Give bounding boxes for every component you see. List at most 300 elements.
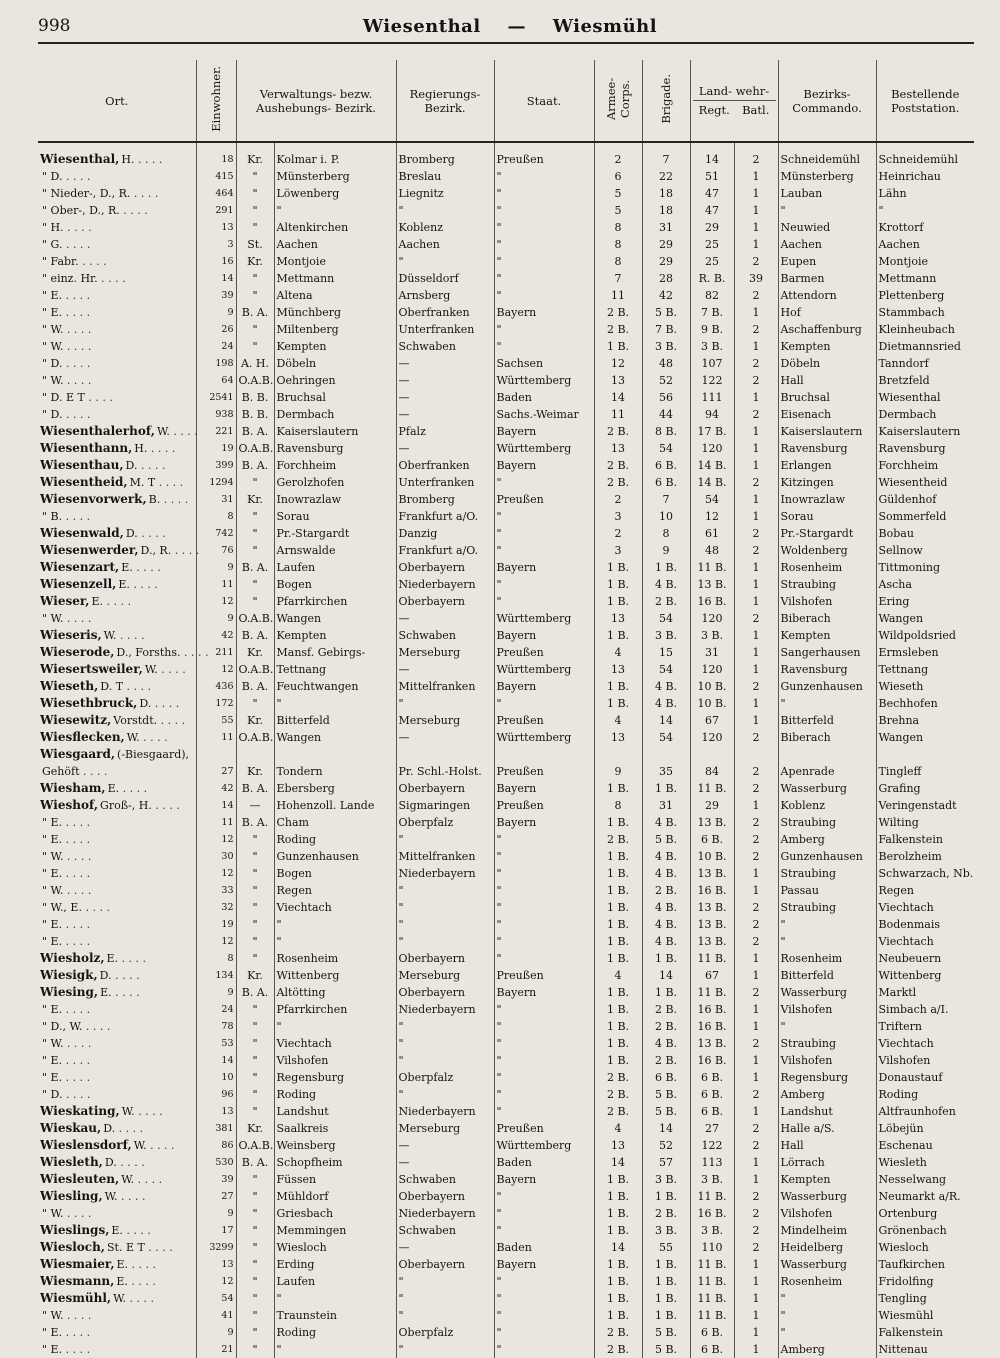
- cell-verwaltung-type: Kr.: [236, 763, 274, 780]
- cell-ort: " D., W. . . . .: [42, 1020, 111, 1033]
- cell-regierungs-bezirk: Koblenz: [396, 219, 494, 236]
- cell-regierungs-bezirk: ": [396, 1341, 494, 1358]
- cell-einwohner: 76: [196, 542, 236, 559]
- table-row: [38, 1273, 974, 1290]
- cell-einwohner: 31: [196, 491, 236, 508]
- cell-ort: Wiesertsweiler, W. . . . .: [40, 662, 186, 676]
- cell-brigade: 1 B.: [642, 1188, 690, 1205]
- cell-verwaltung-type: B. A.: [236, 1154, 274, 1171]
- cell-landwehr-batl: 39: [734, 270, 778, 287]
- cell-armee-corps: 1 B.: [594, 1222, 642, 1239]
- cell-aushebungs-bezirk: Kaiserslautern: [274, 423, 396, 440]
- cell-einwohner: 64: [196, 372, 236, 389]
- cell-einwohner: 9: [196, 984, 236, 1001]
- cell-staat: ": [494, 899, 594, 916]
- cell-bezirks-commando: Rosenheim: [778, 950, 876, 967]
- cell-einwohner: 41: [196, 1307, 236, 1324]
- cell-staat: ": [494, 831, 594, 848]
- cell-regierungs-bezirk: Merseburg: [396, 1120, 494, 1137]
- cell-landwehr-regt: 16 B.: [690, 1001, 734, 1018]
- cell-aushebungs-bezirk: Wangen: [274, 610, 396, 627]
- cell-poststation: Löbejün: [876, 1120, 974, 1137]
- cell-armee-corps: 1 B.: [594, 848, 642, 865]
- cell-poststation: Viechtach: [876, 933, 974, 950]
- cell-aushebungs-bezirk: Kolmar i. P.: [274, 142, 396, 168]
- cell-aushebungs-bezirk: Ebersberg: [274, 780, 396, 797]
- cell-landwehr-regt: 11 B.: [690, 1290, 734, 1307]
- cell-staat: ": [494, 474, 594, 491]
- cell-landwehr-regt: 47: [690, 202, 734, 219]
- place-type: " E.: [42, 306, 63, 319]
- cell-regierungs-bezirk: Oberbayern: [396, 950, 494, 967]
- cell-ort: Wieseris, W. . . . .: [40, 628, 145, 642]
- table-row: [38, 797, 974, 814]
- cell-regierungs-bezirk: Schwaben: [396, 338, 494, 355]
- cell-brigade: 8: [642, 525, 690, 542]
- cell-einwohner: 14: [196, 270, 236, 287]
- cell-poststation: Schneidemühl: [876, 142, 974, 168]
- cell-verwaltung-type: St.: [236, 236, 274, 253]
- cell-einwohner: 464: [196, 185, 236, 202]
- cell-einwohner: 12: [196, 1273, 236, 1290]
- cell-einwohner: 21: [196, 1341, 236, 1358]
- cell-staat: ": [494, 1103, 594, 1120]
- gazetteer-table: [38, 60, 974, 1358]
- cell-poststation: Grafing: [876, 780, 974, 797]
- cell-regierungs-bezirk: Mittelfranken: [396, 848, 494, 865]
- cell-landwehr-batl: 1: [734, 168, 778, 185]
- table-row: [38, 542, 974, 559]
- cell-poststation: Plettenberg: [876, 287, 974, 304]
- cell-poststation: Viechtach: [876, 899, 974, 916]
- cell-brigade: 3 B.: [642, 1222, 690, 1239]
- table-row: [38, 168, 974, 185]
- cell-landwehr-batl: 2: [734, 1120, 778, 1137]
- cell-bezirks-commando: Bruchsal: [778, 389, 876, 406]
- cell-einwohner: 938: [196, 406, 236, 423]
- cell-aushebungs-bezirk: Viechtach: [274, 1035, 396, 1052]
- cell-aushebungs-bezirk: Wangen: [274, 729, 396, 746]
- cell-verwaltung-type: ": [236, 831, 274, 848]
- table-row: [38, 1222, 974, 1239]
- cell-brigade: 54: [642, 440, 690, 457]
- cell-regierungs-bezirk: Frankfurt a/O.: [396, 542, 494, 559]
- cell-aushebungs-bezirk: Tondern: [274, 763, 396, 780]
- cell-einwohner: 18: [196, 142, 236, 168]
- cell-verwaltung-type: ": [236, 508, 274, 525]
- cell-aushebungs-bezirk: Bogen: [274, 865, 396, 882]
- table-row: [38, 831, 974, 848]
- cell-aushebungs-bezirk: Münsterberg: [274, 168, 396, 185]
- header-brigade: Brigade.: [642, 60, 690, 142]
- cell-einwohner: 27: [196, 1188, 236, 1205]
- cell-staat: ": [494, 576, 594, 593]
- cell-brigade: 5 B.: [642, 831, 690, 848]
- cell-verwaltung-type: B. A.: [236, 423, 274, 440]
- cell-bezirks-commando: Wasserburg: [778, 1188, 876, 1205]
- cell-regierungs-bezirk: ": [396, 1086, 494, 1103]
- cell-poststation: Bretzfeld: [876, 372, 974, 389]
- cell-brigade: 5 B.: [642, 1324, 690, 1341]
- place-type: " W.: [42, 340, 64, 353]
- title-separator: —: [507, 16, 526, 37]
- cell-armee-corps: 12: [594, 355, 642, 372]
- cell-brigade: 1 B.: [642, 1256, 690, 1273]
- cell-poststation: Grönenbach: [876, 1222, 974, 1239]
- cell-staat: Sachs.-Weimar: [494, 406, 594, 423]
- cell-armee-corps: 1 B.: [594, 933, 642, 950]
- cell-verwaltung-type: ": [236, 1188, 274, 1205]
- cell-ort: Wiesham, E. . . . .: [40, 781, 148, 795]
- cell-bezirks-commando: Pr.-Stargardt: [778, 525, 876, 542]
- place-type: D., Forsths.: [116, 646, 181, 659]
- cell-einwohner: 9: [196, 1324, 236, 1341]
- table-row: [38, 1001, 974, 1018]
- place-type: W.: [144, 663, 158, 676]
- cell-regierungs-bezirk: ": [396, 1018, 494, 1035]
- table-row: [38, 423, 974, 440]
- cell-landwehr-regt: 27: [690, 1120, 734, 1137]
- cell-einwohner: 1294: [196, 474, 236, 491]
- cell-landwehr-regt: 9 B.: [690, 321, 734, 338]
- cell-staat: ": [494, 542, 594, 559]
- cell-regierungs-bezirk: ": [396, 831, 494, 848]
- table-row: [38, 1120, 974, 1137]
- cell-verwaltung-type: ": [236, 1018, 274, 1035]
- cell-bezirks-commando: Lörrach: [778, 1154, 876, 1171]
- place-type: " Fabr.: [42, 255, 79, 268]
- cell-landwehr-regt: 82: [690, 287, 734, 304]
- cell-bezirks-commando: ": [778, 916, 876, 933]
- cell-regierungs-bezirk: ": [396, 882, 494, 899]
- place-type: " Ober-, D., R.: [42, 204, 120, 217]
- place-type: " D.: [42, 170, 63, 183]
- cell-verwaltung-type: ": [236, 1001, 274, 1018]
- cell-brigade: 44: [642, 406, 690, 423]
- cell-einwohner: 39: [196, 287, 236, 304]
- cell-aushebungs-bezirk: ": [274, 1341, 396, 1358]
- cell-bezirks-commando: ": [778, 1324, 876, 1341]
- cell-regierungs-bezirk: —: [396, 610, 494, 627]
- cell-aushebungs-bezirk: Gerolzhofen: [274, 474, 396, 491]
- cell-verwaltung-type: ": [236, 1103, 274, 1120]
- cell-poststation: Viechtach: [876, 1035, 974, 1052]
- place-type: D.: [104, 1156, 117, 1169]
- cell-poststation: Bodenmais: [876, 916, 974, 933]
- cell-ort: Wieskau, D. . . . .: [40, 1121, 144, 1135]
- cell-landwehr-batl: 1: [734, 1273, 778, 1290]
- place-name: Wiesentheid,: [40, 475, 128, 489]
- table-row: [38, 1205, 974, 1222]
- cell-poststation: Triftern: [876, 1018, 974, 1035]
- cell-verwaltung-type: ": [236, 1171, 274, 1188]
- table-row: [38, 695, 974, 712]
- cell-regierungs-bezirk: [396, 746, 494, 763]
- cell-poststation: Ravensburg: [876, 440, 974, 457]
- cell-landwehr-regt: 3 B.: [690, 338, 734, 355]
- cell-landwehr-batl: 1: [734, 865, 778, 882]
- cell-regierungs-bezirk: Oberfranken: [396, 304, 494, 321]
- cell-ort: Wiesleuten, W. . . . .: [40, 1172, 163, 1186]
- cell-landwehr-regt: 3 B.: [690, 627, 734, 644]
- cell-staat: ": [494, 1290, 594, 1307]
- cell-brigade: 18: [642, 185, 690, 202]
- page-number: 998: [38, 16, 71, 36]
- cell-verwaltung-type: O.A.B.: [236, 372, 274, 389]
- cell-landwehr-batl: 2: [734, 916, 778, 933]
- cell-armee-corps: 4: [594, 644, 642, 661]
- cell-landwehr-regt: 11 B.: [690, 1188, 734, 1205]
- cell-ort: Wiesing, E. . . . .: [40, 985, 140, 999]
- cell-poststation: Sellnow: [876, 542, 974, 559]
- header-einwohner: Einwohner.: [196, 60, 236, 142]
- cell-aushebungs-bezirk: Pfarrkirchen: [274, 1001, 396, 1018]
- cell-landwehr-regt: [690, 746, 734, 763]
- cell-bezirks-commando: Hall: [778, 1137, 876, 1154]
- cell-brigade: 29: [642, 236, 690, 253]
- cell-ort: " E. . . . .: [42, 1343, 91, 1356]
- cell-aushebungs-bezirk: Bitterfeld: [274, 712, 396, 729]
- table-row: [38, 1035, 974, 1052]
- cell-staat: Preußen: [494, 763, 594, 780]
- cell-landwehr-batl: 1: [734, 593, 778, 610]
- place-type: W.: [121, 1173, 135, 1186]
- cell-staat: ": [494, 287, 594, 304]
- header-ort: Ort.: [38, 60, 196, 142]
- cell-landwehr-batl: 2: [734, 1086, 778, 1103]
- cell-landwehr-regt: 14: [690, 142, 734, 168]
- cell-landwehr-regt: 29: [690, 219, 734, 236]
- cell-einwohner: 12: [196, 593, 236, 610]
- cell-brigade: 5 B.: [642, 1103, 690, 1120]
- cell-regierungs-bezirk: Oberbayern: [396, 559, 494, 576]
- cell-armee-corps: 1 B.: [594, 695, 642, 712]
- cell-landwehr-regt: 111: [690, 389, 734, 406]
- place-type: " E.: [42, 816, 63, 829]
- cell-armee-corps: 1 B.: [594, 593, 642, 610]
- cell-landwehr-regt: 13 B.: [690, 576, 734, 593]
- cell-verwaltung-type: Kr.: [236, 644, 274, 661]
- header-landwehr: [690, 60, 778, 142]
- cell-landwehr-batl: 2: [734, 1137, 778, 1154]
- cell-staat: ": [494, 1222, 594, 1239]
- cell-landwehr-batl: 1: [734, 967, 778, 984]
- header-verwaltung: Verwaltungs- bezw. Aushebungs- Bezirk.: [236, 60, 396, 142]
- cell-poststation: Nittenau: [876, 1341, 974, 1358]
- cell-brigade: 22: [642, 168, 690, 185]
- cell-regierungs-bezirk: Unterfranken: [396, 474, 494, 491]
- cell-brigade: 2 B.: [642, 1205, 690, 1222]
- cell-bezirks-commando: Sorau: [778, 508, 876, 525]
- cell-aushebungs-bezirk: Laufen: [274, 559, 396, 576]
- place-name: Wieskau,: [40, 1121, 102, 1135]
- cell-staat: Bayern: [494, 423, 594, 440]
- cell-armee-corps: 4: [594, 967, 642, 984]
- cell-landwehr-regt: 84: [690, 763, 734, 780]
- table-row: [38, 474, 974, 491]
- cell-staat: Bayern: [494, 559, 594, 576]
- cell-brigade: 3 B.: [642, 1171, 690, 1188]
- cell-brigade: 10: [642, 508, 690, 525]
- cell-brigade: 7 B.: [642, 321, 690, 338]
- place-type: " E.: [42, 1326, 63, 1339]
- cell-staat: Württemberg: [494, 372, 594, 389]
- cell-armee-corps: 1 B.: [594, 559, 642, 576]
- cell-ort: Wiesenthal, H. . . . .: [40, 152, 163, 166]
- cell-bezirks-commando: Landshut: [778, 1103, 876, 1120]
- cell-landwehr-batl: 2: [734, 142, 778, 168]
- cell-brigade: 4 B.: [642, 916, 690, 933]
- cell-landwehr-batl: 1: [734, 576, 778, 593]
- cell-armee-corps: 13: [594, 729, 642, 746]
- cell-verwaltung-type: ": [236, 1239, 274, 1256]
- header-rule: [38, 42, 974, 44]
- cell-ort: " W. . . . .: [42, 850, 92, 863]
- cell-regierungs-bezirk: Unterfranken: [396, 321, 494, 338]
- cell-landwehr-regt: 3 B.: [690, 1171, 734, 1188]
- place-type: W.: [156, 425, 170, 438]
- cell-staat: Bayern: [494, 780, 594, 797]
- table-row: [38, 525, 974, 542]
- cell-bezirks-commando: Regensburg: [778, 1069, 876, 1086]
- place-type: " E.: [42, 935, 63, 948]
- place-type: D.: [103, 1122, 116, 1135]
- cell-landwehr-batl: 2: [734, 780, 778, 797]
- cell-bezirks-commando: Attendorn: [778, 287, 876, 304]
- cell-poststation: Wiesloch: [876, 1239, 974, 1256]
- cell-aushebungs-bezirk: Traunstein: [274, 1307, 396, 1324]
- cell-bezirks-commando: Wasserburg: [778, 984, 876, 1001]
- cell-ort: " W. . . . .: [42, 1207, 92, 1220]
- cell-verwaltung-type: ": [236, 1307, 274, 1324]
- cell-ort: Gehöft . . . .: [42, 765, 108, 778]
- cell-aushebungs-bezirk: Dermbach: [274, 406, 396, 423]
- cell-regierungs-bezirk: Oberpfalz: [396, 1324, 494, 1341]
- place-type: " E.: [42, 918, 63, 931]
- cell-bezirks-commando: Koblenz: [778, 797, 876, 814]
- cell-aushebungs-bezirk: [274, 746, 396, 763]
- table-row: [38, 491, 974, 508]
- cell-regierungs-bezirk: ": [396, 899, 494, 916]
- cell-regierungs-bezirk: Niederbayern: [396, 1205, 494, 1222]
- cell-landwehr-regt: 61: [690, 525, 734, 542]
- cell-armee-corps: 13: [594, 1137, 642, 1154]
- cell-poststation: Kaiserslautern: [876, 423, 974, 440]
- cell-bezirks-commando: Vilshofen: [778, 1052, 876, 1069]
- cell-landwehr-regt: 13 B.: [690, 916, 734, 933]
- cell-einwohner: 11: [196, 814, 236, 831]
- cell-landwehr-batl: 1: [734, 1324, 778, 1341]
- place-type: " E.: [42, 1003, 63, 1016]
- cell-poststation: Regen: [876, 882, 974, 899]
- cell-bezirks-commando: Heidelberg: [778, 1239, 876, 1256]
- cell-verwaltung-type: ": [236, 848, 274, 865]
- cell-aushebungs-bezirk: Pr.-Stargardt: [274, 525, 396, 542]
- cell-bezirks-commando: Inowrazlaw: [778, 491, 876, 508]
- place-name: Wieseth,: [40, 679, 99, 693]
- cell-brigade: 4 B.: [642, 865, 690, 882]
- cell-regierungs-bezirk: Arnsberg: [396, 287, 494, 304]
- place-type: E.: [116, 1275, 128, 1288]
- cell-landwehr-regt: 13 B.: [690, 1035, 734, 1052]
- cell-brigade: 14: [642, 1120, 690, 1137]
- cell-staat: Preußen: [494, 712, 594, 729]
- cell-landwehr-regt: 10 B.: [690, 678, 734, 695]
- cell-ort: " W. . . . .: [42, 340, 92, 353]
- cell-landwehr-batl: 1: [734, 661, 778, 678]
- table-row: [38, 899, 974, 916]
- cell-armee-corps: 2 B.: [594, 1341, 642, 1358]
- cell-landwehr-regt: 113: [690, 1154, 734, 1171]
- cell-armee-corps: 1 B.: [594, 865, 642, 882]
- cell-poststation: Bechhofen: [876, 695, 974, 712]
- title-right: Wiesmühl: [552, 16, 658, 37]
- cell-aushebungs-bezirk: Forchheim: [274, 457, 396, 474]
- cell-verwaltung-type: ": [236, 1035, 274, 1052]
- header-bezirks-commando: Bezirks- Commando.: [778, 60, 876, 142]
- cell-aushebungs-bezirk: Bruchsal: [274, 389, 396, 406]
- cell-verwaltung-type: ": [236, 474, 274, 491]
- cell-ort: Wieslensdorf, W. . . . .: [40, 1138, 175, 1152]
- cell-landwehr-batl: 1: [734, 559, 778, 576]
- cell-staat: ": [494, 1324, 594, 1341]
- cell-armee-corps: 1 B.: [594, 1018, 642, 1035]
- cell-armee-corps: 1 B.: [594, 576, 642, 593]
- cell-ort: Wiesigk, D. . . . .: [40, 968, 140, 982]
- cell-staat: ": [494, 202, 594, 219]
- place-type: " E.: [42, 1054, 63, 1067]
- cell-ort: Wiesenthalerhof, W. . . . .: [40, 424, 198, 438]
- cell-armee-corps: 2: [594, 491, 642, 508]
- cell-einwohner: 19: [196, 440, 236, 457]
- cell-regierungs-bezirk: ": [396, 202, 494, 219]
- place-name: Wiesmann,: [40, 1274, 115, 1288]
- cell-ort: Wiesenzell, E. . . . .: [40, 577, 158, 591]
- cell-verwaltung-type: B. A.: [236, 678, 274, 695]
- place-type: W.: [133, 1139, 147, 1152]
- cell-aushebungs-bezirk: Regen: [274, 882, 396, 899]
- cell-landwehr-batl: 2: [734, 287, 778, 304]
- cell-verwaltung-type: —: [236, 797, 274, 814]
- cell-landwehr-batl: 1: [734, 1052, 778, 1069]
- cell-landwehr-regt: 120: [690, 440, 734, 457]
- cell-landwehr-regt: 120: [690, 729, 734, 746]
- cell-landwehr-batl: 1: [734, 695, 778, 712]
- cell-landwehr-batl: 1: [734, 1341, 778, 1358]
- cell-armee-corps: 14: [594, 389, 642, 406]
- cell-armee-corps: 14: [594, 1154, 642, 1171]
- cell-brigade: 54: [642, 729, 690, 746]
- cell-einwohner: 19: [196, 916, 236, 933]
- cell-landwehr-batl: 2: [734, 253, 778, 270]
- place-name: Wiesenthann,: [40, 441, 133, 455]
- cell-landwehr-regt: 10 B.: [690, 695, 734, 712]
- header-regt: Regt.: [698, 103, 730, 117]
- cell-poststation: Ortenburg: [876, 1205, 974, 1222]
- cell-landwehr-regt: 122: [690, 372, 734, 389]
- place-type: H.: [121, 153, 135, 166]
- cell-aushebungs-bezirk: Wittenberg: [274, 967, 396, 984]
- cell-verwaltung-type: ": [236, 202, 274, 219]
- cell-armee-corps: 1 B.: [594, 984, 642, 1001]
- cell-verwaltung-type: O.A.B.: [236, 440, 274, 457]
- cell-ort: " Ober-, D., R. . . . .: [42, 204, 148, 217]
- cell-landwehr-batl: 2: [734, 474, 778, 491]
- cell-aushebungs-bezirk: Saalkreis: [274, 1120, 396, 1137]
- place-type: E.: [100, 986, 112, 999]
- cell-staat: ": [494, 695, 594, 712]
- cell-armee-corps: 1 B.: [594, 678, 642, 695]
